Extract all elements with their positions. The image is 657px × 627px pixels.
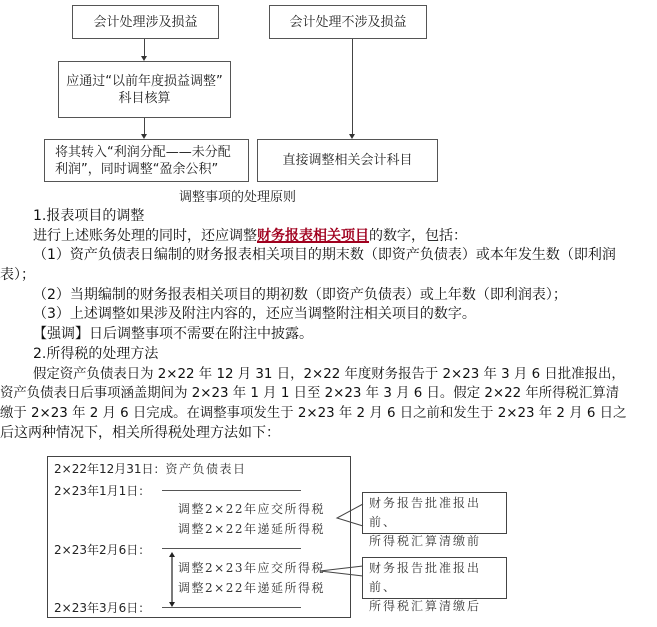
body-text: [0, 207, 657, 443]
flow-box-prior-year-adjustment: [58, 61, 231, 118]
flow-box-not-involves-pnl: [269, 5, 427, 39]
flow-box-involves-pnl: [72, 5, 219, 39]
paragraph-line: 缴于 2×23 年 2 月 6 日完成。在调整事项发生于 2×23 年 2 月 6 日之前和发生于 2×23 年 2 月 6 日之: [0, 405, 627, 421]
callout-text: 所得税汇算清缴后: [369, 599, 482, 613]
paragraph-line: 后这两种情况下，相关所得税处理方法如下：: [0, 424, 280, 441]
callout-after-settlement: [362, 557, 507, 613]
date-label: 2×23年1月1日：: [54, 484, 151, 498]
date-label: 2×22年12月31日：: [54, 462, 166, 476]
section-heading: 1.报表项目的调整: [33, 208, 145, 224]
list-item: （1）资产负债表日编制的财务报表相关项目的期末数（即资产负债表）或本年发生数（即利润: [33, 247, 616, 264]
section-heading: 2.所得税的处理方法: [33, 345, 159, 362]
timeline-divider: [162, 548, 301, 549]
adjustment-item: 调整2×22年应交所得税: [178, 502, 325, 516]
emphasis-note: 【强调】日后调整事项不需要在附注中披露。: [33, 326, 313, 343]
date-note: 资产负债表日: [165, 462, 247, 476]
list-item: （2）当期编制的财务报表相关项目的期初数（即资产负债表）或上年数（即利润表）；: [33, 286, 567, 303]
adjustment-item: 调整2×22年递延所得税: [178, 581, 325, 595]
connector-line: [144, 118, 145, 134]
paragraph-line: 假定资产负债表日为 2×22 年 12 月 31 日，2×22 年度财务报告于 2×23 年 3 月 6 日批准报出，: [33, 366, 625, 382]
connector-line: [144, 39, 145, 56]
flow-box-label: 会计处理涉及损益: [93, 14, 198, 30]
text-span: 的数字，包括：: [369, 227, 467, 244]
flow-box-direct-adjust: [257, 139, 438, 182]
adjustment-item: 调整2×23年应交所得税: [178, 561, 325, 575]
callout-text: 所得税汇算清缴前: [369, 534, 482, 548]
callout-text: 财务报告批准报出前、: [369, 561, 482, 594]
flow-box-label: 将其转入“利润分配——未分配: [55, 144, 231, 160]
flow-box-label: 科目核算: [118, 90, 171, 106]
list-item-continuation: 表）；: [0, 267, 35, 284]
adjustment-item: 调整2×22年递延所得税: [178, 522, 325, 536]
flow-box-label: 直接调整相关会计科目: [282, 153, 413, 168]
timeline-divider: [162, 490, 301, 491]
timeline-divider: [162, 607, 301, 608]
list-item: （3）上述调整如果涉及附注内容的，还应当调整附注相关项目的数字。: [33, 306, 476, 323]
connector-line: [352, 39, 353, 134]
timeline-row: [54, 460, 247, 477]
date-label: 2×23年3月6日：: [54, 601, 151, 615]
flow-box-label: 应通过“以前年度损益调整”: [66, 73, 223, 89]
date-label: 2×23年2月6日：: [54, 543, 151, 557]
callout-before-settlement: [362, 492, 507, 548]
financial-statement-items-link[interactable]: 财务报表相关项目: [257, 227, 369, 244]
text-span: 进行上述账务处理的同时，还应调整: [33, 227, 257, 244]
flow-box-label: 会计处理不涉及损益: [289, 14, 407, 30]
paragraph-line: 资产负债表日后事项涵盖期间为 2×23 年 1 月 1 日至 2×23 年 3 月 6 日。假定 2×22 年所得税汇算清: [0, 386, 620, 402]
flowchart-caption: 调整事项的处理原则: [179, 190, 297, 205]
callout-text: 财务报告批准报出前、: [369, 496, 482, 529]
paragraph-line: [0, 227, 657, 247]
flow-box-transfer-retained-earnings: [44, 139, 249, 182]
flow-box-label: 利润”，同时调整“盈余公积”: [55, 161, 219, 177]
